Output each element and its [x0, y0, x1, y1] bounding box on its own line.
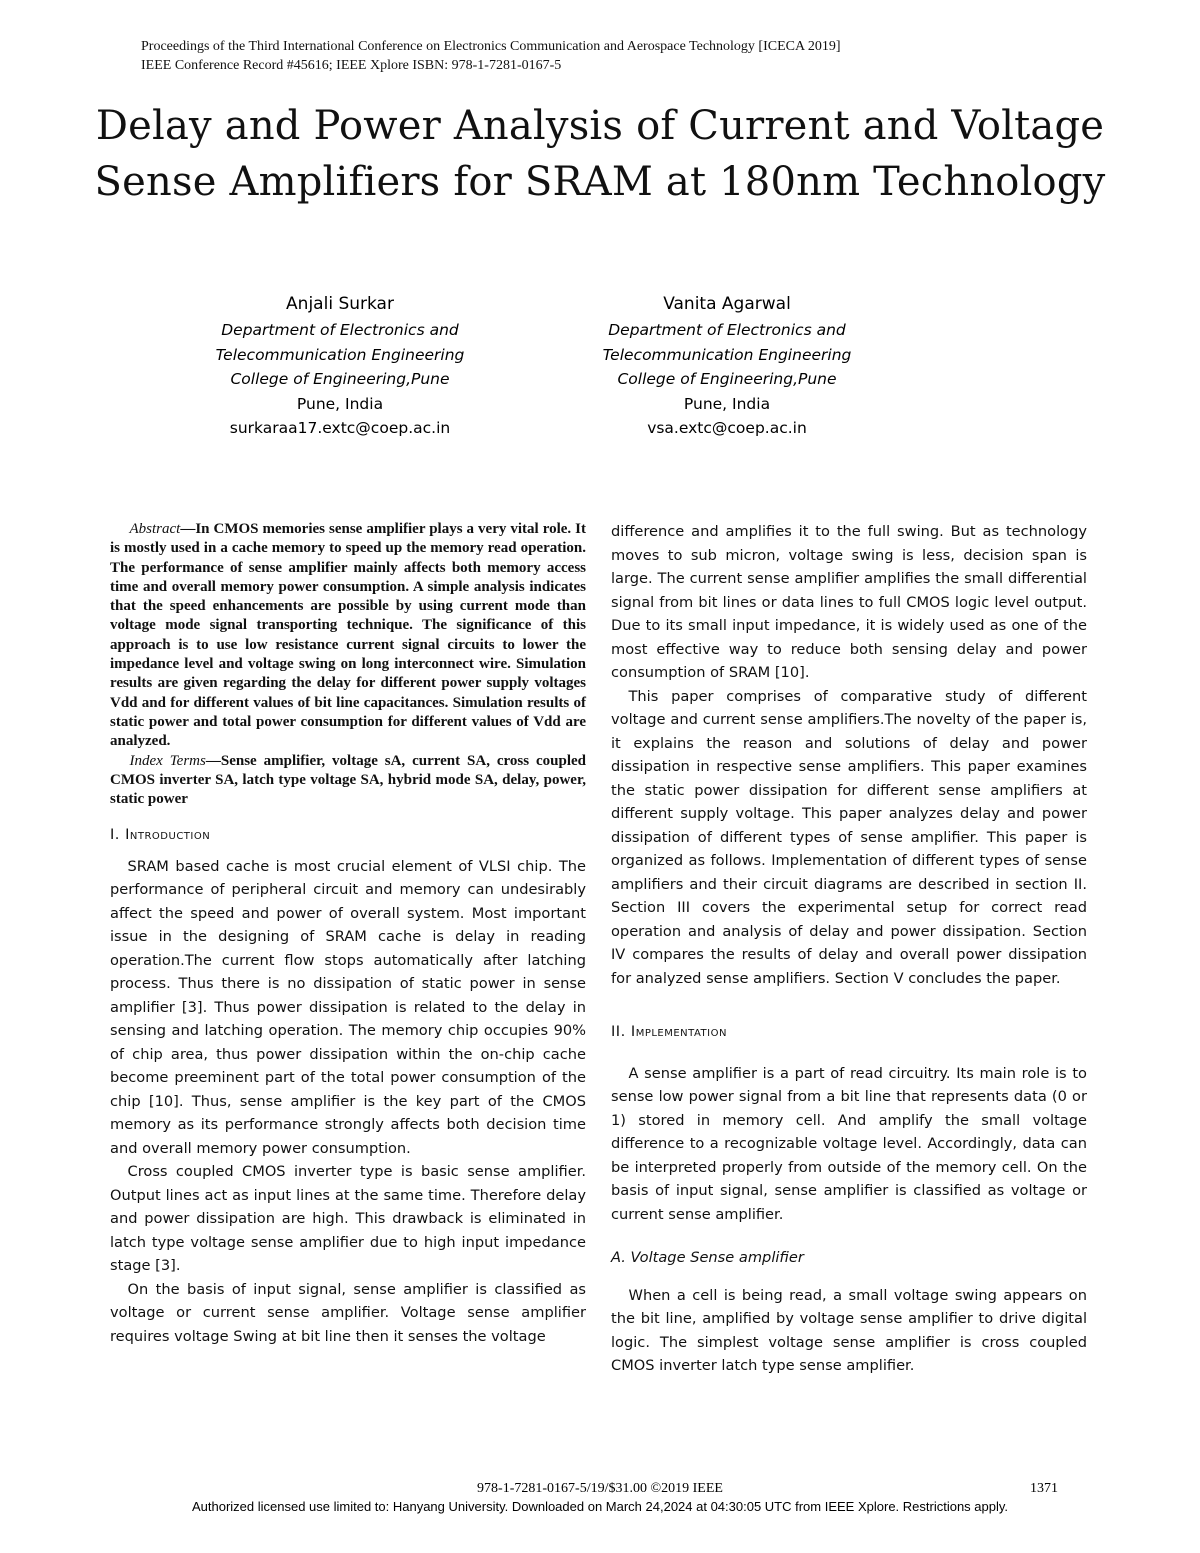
- index-terms-text: —Sense amplifier, voltage sA, current SA, cross coupled CMOS inverter SA, latch type voltage SA, hybrid mode SA, delay, power, static power: [110, 752, 586, 808]
- author-location: Pune, India: [683, 394, 771, 413]
- author-block-1: [170, 290, 510, 441]
- author-department: Telecommunication Engineering: [215, 345, 465, 364]
- paper-title: [0, 98, 1200, 210]
- paper-title-line1: Delay and Power Analysis of Current and Voltage: [95, 103, 1105, 149]
- paragraph: SRAM based cache is most crucial element of VLSI chip. The performance of peripheral circuit and memory can undesirably affect the speed and power of overall system. Most important issue in the designing of SRAM cache is delay in reading operation.The current flow stops automatically after latching process. Thus there is no dissipation of static power in sense amplifier [3]. Thus power dissipation is related to the delay in sensing and latching operation. The memory chip occupies 90% of chip area, thus power dissipation within the on-chip cache become preeminent part of the total power consumption of the chip [10]. Thus, sense amplifier is the key part of the CMOS memory as its performance strongly affects both decision time and overall memory power consumption.: [110, 857, 586, 1157]
- footer-isbn: 978-1-7281-0167-5/19/$31.00 ©2019 IEEE: [477, 1481, 723, 1496]
- abstract: [110, 520, 586, 752]
- author-name: Vanita Agarwal: [663, 294, 791, 314]
- footer-license: Authorized licensed use limited to: Hanyang University. Downloaded on March 24,2024 at 04:30:05 UTC from IEEE Xplore. Restrictions apply.: [191, 1499, 1009, 1514]
- abstract-text: —In CMOS memories sense amplifier plays a very vital role. It is mostly used in a cache memory to speed up the memory read operation. The performance of sense amplifier mainly affects both memory access time and overall memory power consumption. A simple analysis indicates that the speed enhancements are possible by using current mode than voltage mode signal transporting technique. The significance of this approach is to use low resistance current signal circuits to lower the impedance level and voltage swing on long interconnect wire. Simulation results are given regarding the delay for different power supply voltages Vdd and for different values of bit line capacitances. Simulation results of static power and total power consumption for different values of Vdd are analyzed.: [110, 521, 586, 750]
- author-college: College of Engineering,Pune: [617, 370, 837, 388]
- author-block-2: [557, 290, 897, 441]
- paragraph: A sense amplifier is a part of read circuitry. Its main role is to sense low power signal from a bit line that represents data (0 or 1) stored in memory cell. And amplify the small voltage difference to a recognizable voltage level. Accordingly, data can be interpreted properly from outside of the memory cell. On the basis of input signal, sense amplifier is classified as voltage or current sense amplifier.: [611, 1064, 1087, 1223]
- left-column: [110, 520, 586, 1348]
- paragraph: On the basis of input signal, sense amplifier is classified as voltage or current sense amplifier. Voltage sense amplifier requires voltage Swing at bit line then it senses the voltage: [110, 1280, 586, 1345]
- paragraph: This paper comprises of comparative study of different voltage and current sense amplifiers.The novelty of the paper is, it explains the reason and solutions of delay and power dissipation in respective sense amplifiers. This paper examines the static power dissipation for different sense amplifiers at different supply voltage. This paper analyzes delay and power dissipation of different types of sense amplifier. This paper is organized as follows. Implementation of different types of sense amplifiers and their circuit diagrams are described in section II. Section III covers the experimental setup for correct read operation and analysis of delay and power dissipation. Section IV compares the results of delay and overall power dissipation for analyzed sense amplifiers. Section V concludes the paper.: [611, 687, 1087, 987]
- paragraph: difference and amplifies it to the full swing. But as technology moves to sub micron, voltage swing is less, decision span is large. The current sense amplifier amplifies the small differential signal from bit lines or data lines to full CMOS logic level output. Due to its small input impedance, it is widely used as one of the most effective way to reduce both sensing delay and power consumption of SRAM [10].: [611, 523, 1087, 681]
- conference-header-line2: IEEE Conference Record #45616; IEEE Xplore ISBN: 978-1-7281-0167-5: [141, 58, 562, 73]
- conference-header: [141, 37, 840, 75]
- index-terms: [110, 752, 586, 810]
- author-email[interactable]: surkaraa17.extc@coep.ac.in: [229, 419, 451, 437]
- author-name: Anjali Surkar: [286, 294, 394, 314]
- author-email[interactable]: vsa.extc@coep.ac.in: [647, 419, 807, 437]
- conference-header-line1: Proceedings of the Third International Conference on Electronics Communication and Aerospace Technology [ICECA 2019]: [141, 39, 841, 54]
- section-heading-implementation: II. Implementation: [611, 1023, 727, 1040]
- author-department: Telecommunication Engineering: [602, 345, 852, 364]
- author-department: Department of Electronics and: [608, 321, 846, 339]
- paragraph: Cross coupled CMOS inverter type is basic sense amplifier. Output lines act as input lines at the same time. Therefore delay and power dissipation are high. This drawback is eliminated in latch type voltage sense amplifier due to high input impedance stage [3].: [110, 1163, 586, 1275]
- abstract-label: Abstract: [129, 521, 181, 537]
- paragraph: When a cell is being read, a small voltage swing appears on the bit line, amplified by voltage sense amplifier to drive digital logic. The simplest voltage sense amplifier is cross coupled CMOS inverter latch type sense amplifier.: [611, 1286, 1087, 1374]
- author-department: Department of Electronics and: [221, 321, 459, 339]
- right-column: [611, 520, 1087, 1378]
- subsection-heading-voltage-sense-amplifier: A. Voltage Sense amplifier: [611, 1249, 804, 1266]
- paper-title-line2: Sense Amplifiers for SRAM at 180nm Technology: [94, 159, 1106, 205]
- index-terms-label: Index Terms: [129, 752, 206, 769]
- author-location: Pune, India: [296, 394, 384, 413]
- section-heading-introduction: I. Introduction: [110, 826, 211, 844]
- author-college: College of Engineering,Pune: [230, 370, 450, 388]
- page-number: 1371: [1030, 1481, 1058, 1496]
